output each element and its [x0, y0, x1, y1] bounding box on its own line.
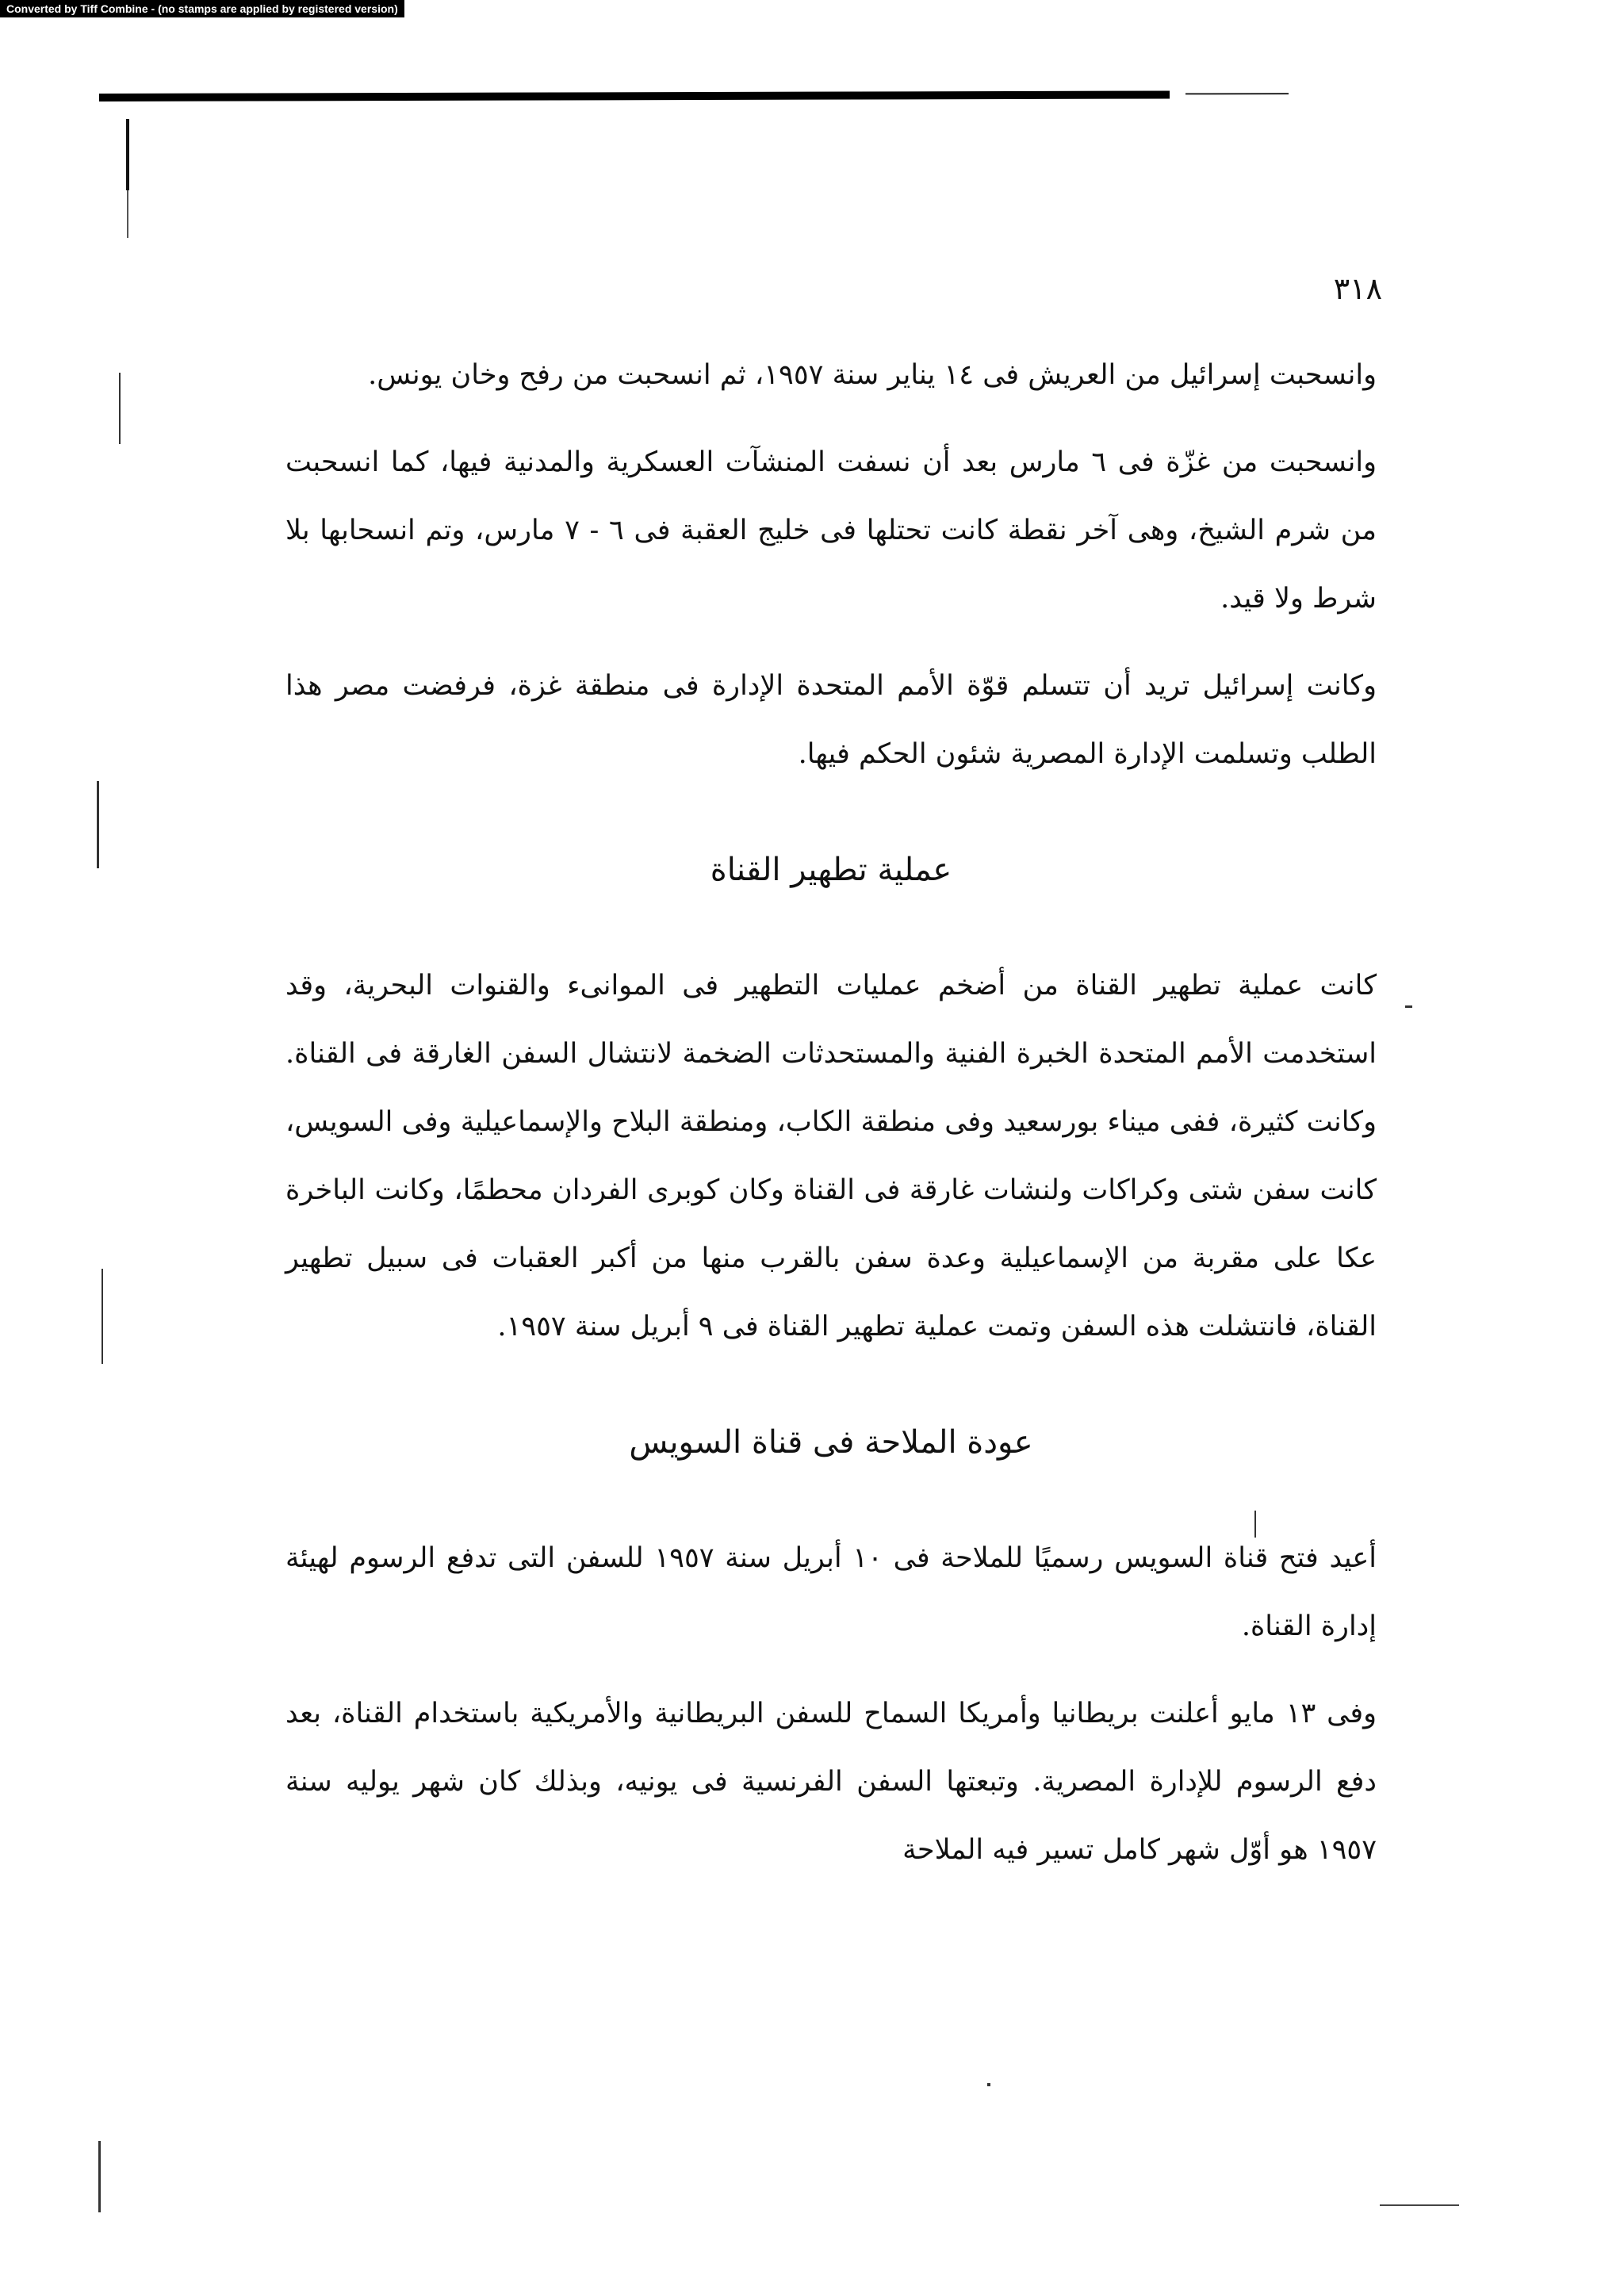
page-number: ٣١٨	[1333, 271, 1382, 306]
scan-mark	[102, 1269, 103, 1364]
paragraph-canal-reopening: أعيد فتح قناة السويس رسميًا للملاحة فى ١٠ أبريل سنة ١٩٥٧ للسفن التى تدفع الرسوم لهيئة إدارة القناة.	[285, 1542, 1377, 1642]
scan-dot	[987, 2083, 990, 2086]
left-margin-bar-light	[127, 190, 128, 238]
paragraph-withdrawal-gaza-sharm: وانسحبت من غزّة فى ٦ مارس بعد أن نسفت المنشآت العسكرية والمدنية فيها، كما انسحبت من شرم الشيخ، وهى آخر نقطة كانت تحتلها فى خليج العقبة فى ٦ - ٧ مارس، وتم انسحابها بلا شرط ولا قيد.	[285, 446, 1377, 615]
top-rule	[99, 90, 1170, 101]
paragraph-withdrawal-al-arish: وانسحبت إسرائيل من العريش فى ١٤ يناير سنة ١٩٥٧، ثم انسحبت من رفح وخان يونس.	[368, 359, 1377, 391]
section-heading-navigation-return: عودة الملاحة فى قناة السويس	[629, 1424, 1033, 1461]
scan-dot	[1405, 1005, 1412, 1008]
footer-rule	[1380, 2204, 1459, 2206]
paragraph-gaza-administration: وكانت إسرائيل تريد أن تتسلم قوّة الأمم المتحدة الإدارة فى منطقة غزة، فرفضت مصر هذا الطلب وتسلمت الإدارة المصرية شئون الحكم فيها.	[285, 670, 1377, 770]
paragraph-canal-clearance: كانت عملية تطهير القناة من أضخم عمليات التطهير فى الموانىء والقنوات البحرية، وقد استخدمت الأمم المتحدة الخبرة الفنية والمستحدثات الضخمة لانتشال السفن الغارقة فى القناة. وكانت كثيرة، ففى ميناء بورسعيد وفى منطقة الكاب، ومنطقة البلاح والإسماعيلية وفى السويس، كانت سفن شتى وكراكات ولنشات غارقة فى القناة وكان كوبرى الفردان محطمًا، وكانت الباخرة عكا على مقربة من الإسماعيلية وعدة سفن بالقرب منها من أكبر العقبات فى سبيل تطهير القناة، فانتشلت هذه السفن وتمت عملية تطهير القناة فى ٩ أبريل سنة ١٩٥٧.	[285, 970, 1377, 1342]
section-heading-canal-clearance: عملية تطهير القناة	[710, 852, 952, 888]
paragraph-british-american-ships: وفى ١٣ مايو أعلنت بريطانيا وأمريكا السماح للسفن البريطانية والأمريكية باستخدام القناة، بعد دفع الرسوم للإدارة المصرية. وتبعتها السفن الفرنسية فى يونيه، وبذلك كان شهر يوليه سنة ١٩٥٧ هو أوّل شهر كامل تسير فيه الملاحة	[285, 1698, 1377, 1866]
scan-mark	[98, 2141, 101, 2212]
scan-mark	[119, 373, 121, 444]
left-margin-bar	[126, 119, 129, 190]
scan-mark	[97, 781, 99, 868]
page-content	[285, 341, 1377, 1903]
watermark-banner: Converted by Tiff Combine - (no stamps are applied by registered version)	[0, 0, 404, 17]
